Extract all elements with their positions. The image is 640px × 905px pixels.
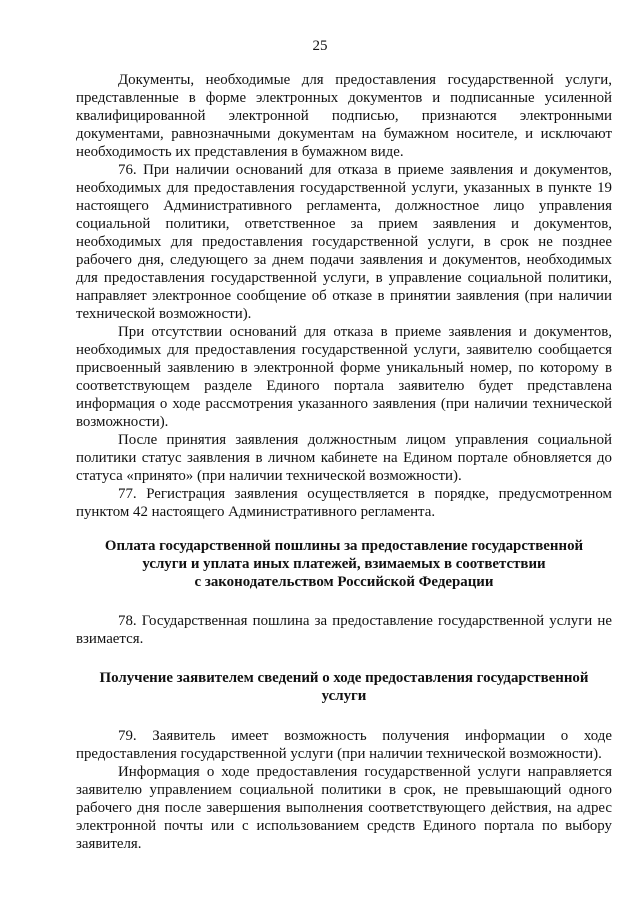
heading-line: с законодательством Российской Федерации <box>194 574 494 590</box>
paragraph-status-accepted: После принятия заявления должностным лицом управления социальной политики статус заявления в личном кабинете на Едином портале обновляется до статуса «принято» (при наличии технической возможности). <box>76 432 612 484</box>
page-number: 25 <box>312 38 328 54</box>
section-heading-state-fee <box>94 537 594 591</box>
paragraph-76: 76. При наличии оснований для отказа в приеме заявления и документов, необходимых для предоставления государственной услуги, указанных в пункте 19 настоящего Административного регламента, должностное лицо управления социальной политики, ответственное за прием заявления и документов, необходимых для предоставления государственной услуги, в срок не позднее рабочего дня, следующего за днем подачи заявления и документов, необходимых для предоставления государственной услуги, в управление социальной политики, направляет электронное сообщение об отказе в принятии заявления (при наличии технической возможности). <box>76 162 612 322</box>
paragraph-electronic-documents: Документы, необходимые для предоставления государственной услуги, представленные в форме электронных документов и подписанные усиленной квалифицированной электронной подписью, признаются электронными документами, равнозначными документам на бумажном носителе, и исключают необходимость их представления в бумажном виде. <box>76 72 612 160</box>
heading-line: Получение заявителем сведений о ходе предоставления государственной <box>99 670 589 686</box>
section-heading-progress-info <box>89 669 599 705</box>
document-body <box>76 71 612 853</box>
heading-line: услуги и уплата иных платежей, взимаемых в соответствии <box>142 556 546 572</box>
heading-line: услуги <box>321 688 367 704</box>
paragraph-79: 79. Заявитель имеет возможность получения информации о ходе предоставления государственной услуги (при наличии технической возможности). <box>76 728 612 762</box>
paragraph-77: 77. Регистрация заявления осуществляется в порядке, предусмотренном пунктом 42 настоящего Административного регламента. <box>76 486 612 520</box>
paragraph-progress-info-delivery: Информация о ходе предоставления государственной услуги направляется заявителю управлением социальной политики в срок, не превышающий одного рабочего дня после завершения выполнения соответствующего действия, на адрес электронной почты или с использованием средств Единого портала по выбору заявителя. <box>76 764 612 852</box>
heading-line: Оплата государственной пошлины за предоставление государственной <box>104 538 584 554</box>
paragraph-78: 78. Государственная пошлина за предоставление государственной услуги не взимается. <box>76 613 612 647</box>
paragraph-no-refusal-grounds: При отсутствии оснований для отказа в приеме заявления и документов, необходимых для предоставления государственной услуги, заявителю сообщается присвоенный заявлению в электронной форме уникальный номер, по которому в соответствующем разделе Единого портала заявителю будет представлена информация о ходе рассмотрения указанного заявления (при наличии технической возможности). <box>76 324 612 430</box>
